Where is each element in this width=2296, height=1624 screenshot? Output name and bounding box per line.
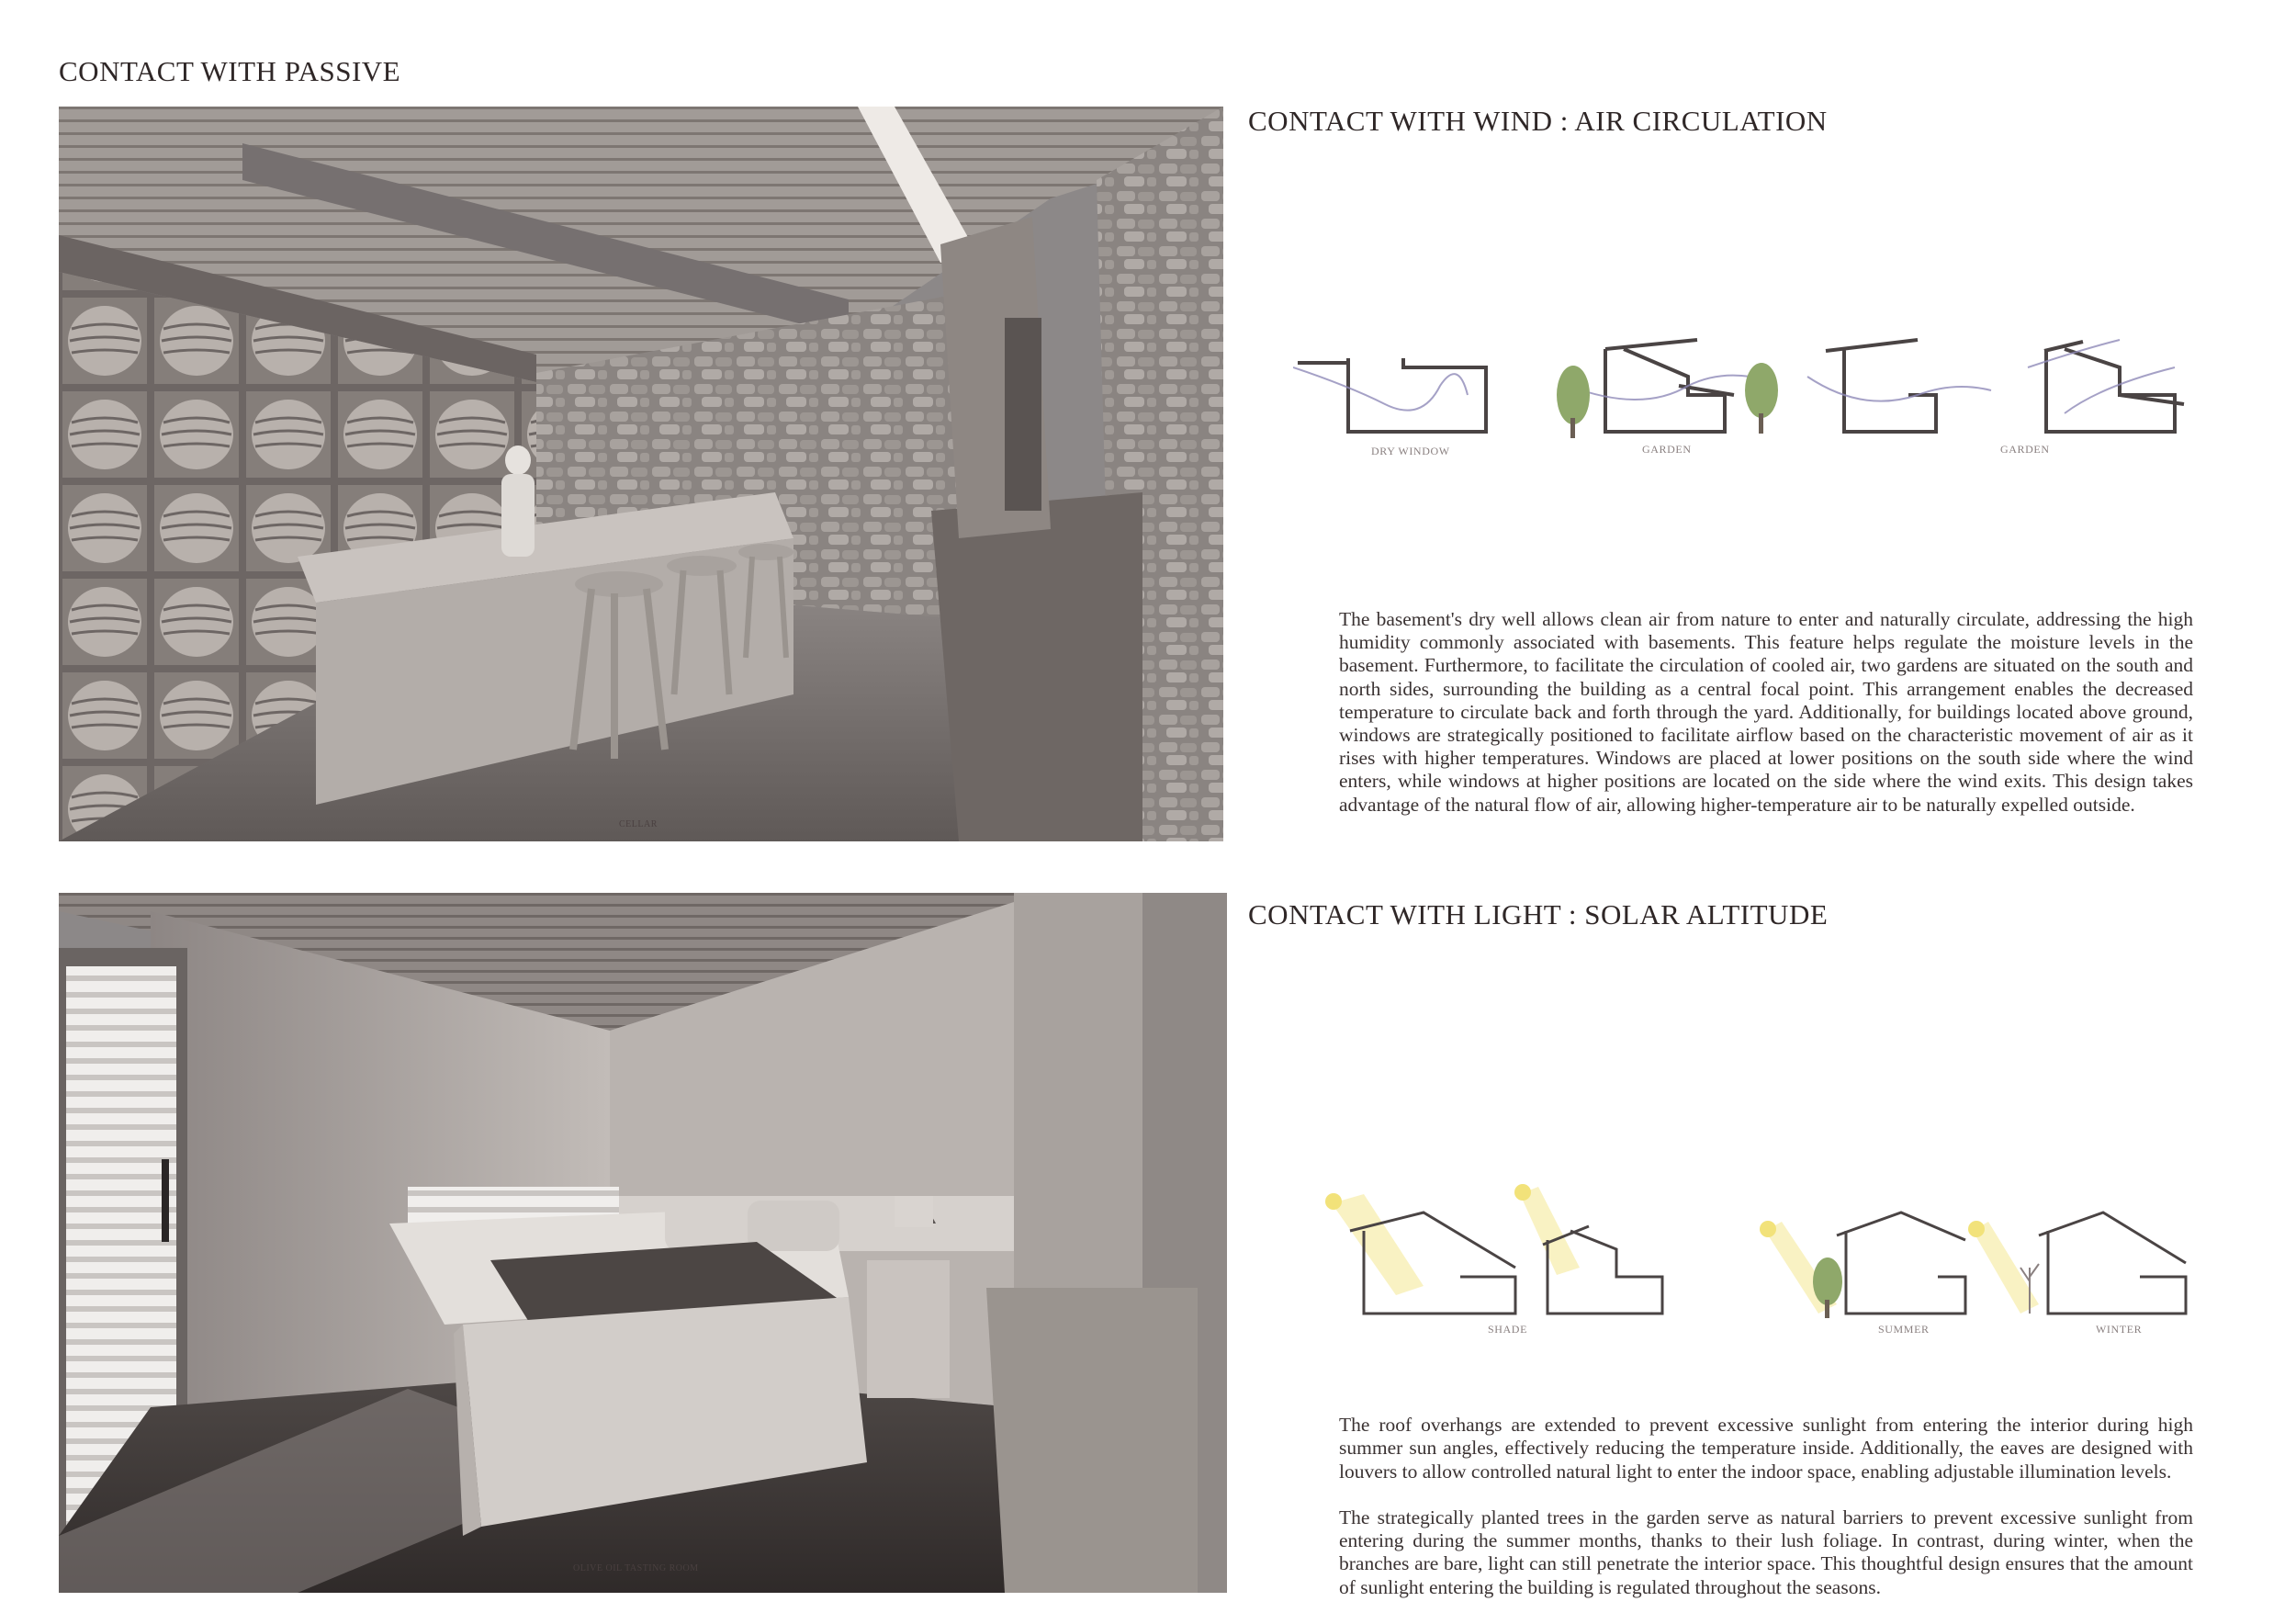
solar-diagrams [1313,1176,2195,1341]
airflow-diagram-illustration [1293,331,2212,459]
diagram-caption-summer: SUMMER [1878,1323,1930,1336]
solar-diagram-illustration [1313,1176,2195,1341]
wind-paragraph: The basement's dry well allows clean air from nature to enter and naturally circulate, addressing the high humidity commonly associated with basements. This feature helps regulate the moisture levels in the basement. Furthermore, to facilitate the circulation of cooled air, two gardens are situated on the south and north sides, surrounding the building as a central focal point. This arrangement enables the decreased temperature to circulate back and forth through the yard. Additionally, for buildings located above ground, windows are strategically positioned to facilitate airflow based on the characteristic movement of air as it rises with higher temperatures. Windows are placed at lower positions on the south side where the wind enters, while windows at higher positions are located on the side where the wind exits. This design takes advantage of the natural flow of air, allowing higher-temperature air to be naturally expelled outside. [1339,608,2193,816]
airflow-diagrams [1293,331,2212,459]
wind-heading: CONTACT WITH WIND : AIR CIRCULATION [1248,105,1828,137]
light-heading: CONTACT WITH LIGHT : SOLAR ALTITUDE [1248,898,1829,930]
diagram-caption-garden-1: GARDEN [1642,443,1692,456]
cellar-render [59,107,1223,841]
light-paragraph-1: The roof overhangs are extended to prevent excessive sunlight from entering the interior during high summer sun angles, effectively reducing the temperature inside. Additionally, the eaves are designed with louvers to allow controlled natural light to enter the indoor space, enabling adjustable illumination levels. [1339,1414,2193,1483]
light-paragraphs [1339,1391,2193,1622]
bedroom-caption: OLIVE OIL TASTING ROOM [573,1563,699,1573]
diagram-caption-dry-window: DRY WINDOW [1371,445,1450,457]
cellar-render-illustration [59,107,1223,841]
diagram-caption-winter: WINTER [2096,1323,2143,1336]
page-title: CONTACT WITH PASSIVE [59,55,401,87]
light-paragraph-2: The strategically planted trees in the garden serve as natural barriers to prevent excessive sunlight from entering during the summer months, thanks to their lush foliage. In contrast, during winter, when the branches are bare, light can still penetrate the interior space. This thoughtful design ensures that the amount of sunlight entering the building is regulated throughout the seasons. [1339,1506,2193,1598]
cellar-caption: CELLAR [619,819,658,829]
bedroom-render-illustration [59,893,1227,1593]
diagram-caption-shade: SHADE [1488,1323,1528,1336]
diagram-caption-garden-2: GARDEN [2000,443,2050,456]
bedroom-render [59,893,1227,1593]
